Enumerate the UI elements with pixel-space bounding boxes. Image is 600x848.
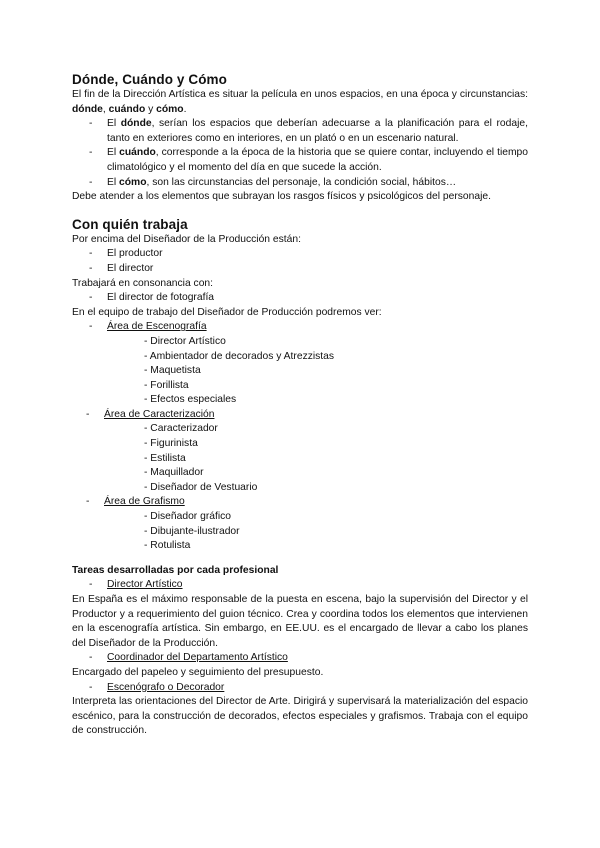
role-item: - Estilista bbox=[144, 452, 186, 464]
task-desc-coordinador: Encargado del papeleo y seguimiento del presupuesto. bbox=[72, 666, 324, 678]
list-item-director-fotografia: - El director de fotografía bbox=[89, 292, 215, 304]
role-item: - Director Artístico bbox=[144, 335, 226, 347]
role-item: - Forillista bbox=[144, 379, 189, 391]
task-role-director-artistico: - Director Artístico bbox=[89, 579, 183, 591]
role-item: - Maquetista bbox=[144, 365, 201, 377]
document-page bbox=[72, 72, 528, 739]
role-item: - Efectos especiales bbox=[144, 394, 237, 406]
role-item: - Figurinista bbox=[144, 438, 198, 450]
list-item-director: - El director bbox=[89, 262, 154, 274]
role-item: - Diseñador de Vestuario bbox=[144, 481, 258, 493]
task-desc-director-artistico: En España es el máximo responsable de la puesta en escena, bajo la supervisión del Director y el Productor y a requerimiento del guion técnico. Crea y coordina todos los elementos que intervienen en la escenografía artística. Sin embargo, en EE.UU. es el encargado de llevar a cabo los planes del Diseñador de la Producción. bbox=[72, 594, 528, 649]
section-title-donde-cuando-como: Dónde, Cuándo y Cómo bbox=[72, 72, 227, 87]
list-item-cuando: - El cuándo, corresponde a la época de la historia que se quiere contar, incluyendo el tiempo climatológico y el momento del día en que sucede la acción. bbox=[89, 147, 528, 173]
closing-paragraph: Debe atender a los elementos que subrayan los rasgos físicos y psicológicos del personaje. bbox=[72, 191, 491, 203]
task-desc-escenografo: Interpreta las orientaciones del Director de Arte. Dirigirá y supervisará la materialización del espacio escénico, para la construcción de decorados, efectos especiales y grafismos. Trabaja con el equipo de construcción. bbox=[72, 696, 528, 737]
role-item: - Diseñador gráfico bbox=[144, 511, 231, 523]
task-role-coordinador: - Coordinador del Departamento Artístico bbox=[89, 652, 288, 664]
list-item-como: - El cómo, son las circunstancias del personaje, la condición social, hábitos… bbox=[89, 176, 457, 188]
role-item: - Maquillador bbox=[144, 467, 204, 479]
list-item-productor: - El productor bbox=[89, 248, 163, 260]
consonance-label: Trabajará en consonancia con: bbox=[72, 277, 214, 289]
section-title-con-quien-trabaja: Con quién trabaja bbox=[72, 216, 188, 232]
role-item: - Ambientador de decorados y Atrezzistas bbox=[144, 350, 335, 362]
role-item: - Caracterizador bbox=[144, 423, 218, 435]
section-title-tareas: Tareas desarrolladas por cada profesional bbox=[72, 564, 279, 576]
role-item: - Dibujante-ilustrador bbox=[144, 525, 240, 537]
above-label: Por encima del Diseñador de la Producción están: bbox=[72, 233, 301, 245]
area-grafismo: - Área de Grafismo bbox=[86, 496, 185, 508]
list-item-donde: - El dónde, serían los espacios que deberían adecuarse a la planificación para el rodaje, tanto en exteriores como en interiores, en un plató o en un escenario natural. bbox=[89, 118, 528, 144]
role-item: - Rotulista bbox=[144, 540, 191, 552]
team-label: En el equipo de trabajo del Diseñador de Producción podremos ver: bbox=[72, 306, 382, 318]
intro-paragraph: El fin de la Dirección Artística es situar la película en unos espacios, en una época y circunstancias: dónde, cuándo y cómo. bbox=[72, 89, 528, 115]
area-caracterizacion: - Área de Caracterización bbox=[86, 408, 215, 420]
area-escenografia: - Área de Escenografía bbox=[89, 321, 207, 333]
task-role-escenografo: - Escenógrafo o Decorador bbox=[89, 681, 225, 693]
